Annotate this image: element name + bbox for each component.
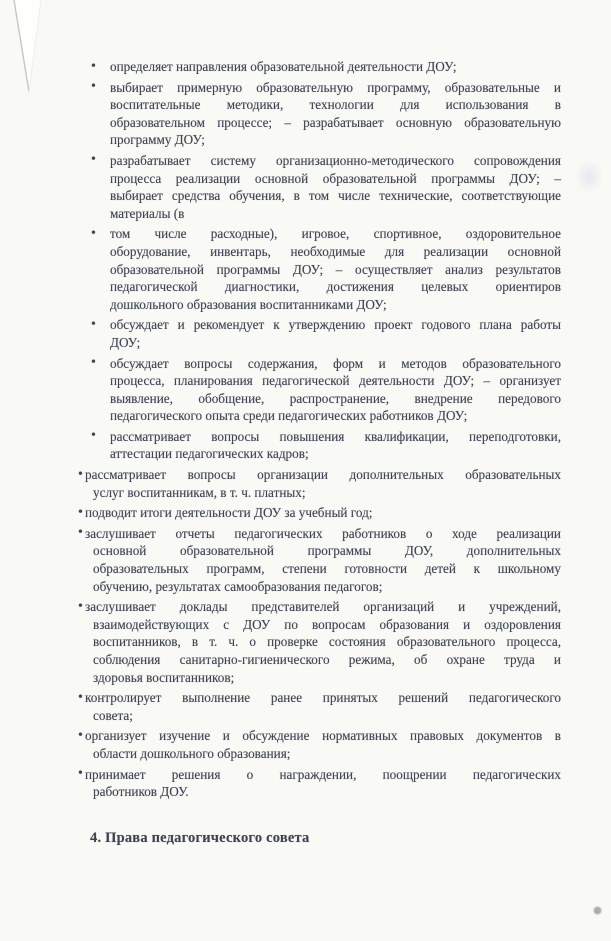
bullet-marker-icon: • [91, 428, 96, 444]
bullet-list-secondary [60, 466, 561, 801]
bullet-marker-icon: • [78, 525, 83, 541]
bullet-marker-icon: • [78, 766, 83, 782]
text-line: том числе расходные), игровое, спортивное, оздоровительное [110, 226, 561, 242]
bullet-marker-icon: • [78, 598, 83, 614]
bullet-marker-icon: • [78, 727, 83, 743]
text-line: воспитательные методики, технологии для использования в [110, 97, 561, 113]
list-item [60, 766, 561, 801]
text-line: разрабатывает систему организационно-методического сопровождения [110, 152, 561, 168]
text-line: дошкольного образования воспитанниками ДОУ; [110, 296, 387, 312]
text-line: оборудование, инвентарь, необходимые для реализации основной [110, 243, 561, 259]
text-line: процесса реализации основной образовательной программы ДОУ; – [110, 170, 561, 186]
text-line: контролирует выполнение ранее принятых решений педагогического [85, 690, 561, 706]
bullet-marker-icon: • [91, 316, 96, 332]
bullet-marker-icon: • [78, 504, 83, 520]
bullet-marker-icon: • [78, 466, 83, 482]
text-line: заслушивает доклады представителей организаций и учреждений, [85, 599, 561, 615]
text-line: здоровья воспитанников; [93, 669, 235, 685]
text-line: области дошкольного образования; [93, 745, 291, 761]
text-line: выбирает средства обучения, в том числе технические, соответствующие [110, 188, 561, 204]
text-line: принимает решения о награждении, поощрении педагогических [85, 766, 561, 782]
bullet-marker-icon: • [78, 689, 83, 705]
text-line: процесса, планирования педагогической деятельности ДОУ; – организует [110, 373, 561, 389]
text-line: совета; [93, 707, 133, 723]
text-line: ДОУ; [110, 334, 141, 350]
text-line: педагогической диагностики, достижения целевых ориентиров [110, 279, 561, 295]
text-line: воспитанников, в т. ч. о проверке состояния образовательного процесса, [93, 634, 561, 650]
list-item [60, 689, 561, 724]
text-line: организует изучение и обсуждение нормативных правовых документов в [85, 728, 561, 744]
text-line: взаимодействующих с ДОУ по вопросам образования и оздоровления [93, 616, 561, 632]
list-item [60, 428, 561, 463]
text-line: материалы (в [110, 205, 185, 221]
text-line: основной образовательной программы ДОУ, дополнительных [93, 543, 561, 559]
text-line: обучению, результатах самообразования педагогов; [93, 578, 383, 594]
list-item [60, 152, 561, 222]
bullet-marker-icon: • [91, 152, 96, 168]
text-line: обсуждает вопросы содержания, форм и методов образовательного [110, 355, 561, 371]
text-line: рассматривает вопросы организации дополнительных образовательных [85, 467, 561, 483]
list-item [60, 525, 561, 595]
bullet-marker-icon: • [91, 225, 96, 241]
list-item [60, 466, 561, 501]
bullet-marker-icon: • [91, 355, 96, 370]
text-line: выбирает примерную образовательную программу, образовательные и [110, 79, 561, 95]
text-line: определяет направления образовательной деятельности ДОУ; [110, 59, 457, 74]
bullet-marker-icon: • [91, 58, 96, 74]
list-item [60, 355, 561, 425]
text-line: образовательных программ, степени готовности детей к школьному [93, 561, 561, 577]
text-line: обсуждает и рекомендует к утверждению проект годового плана работы [110, 317, 561, 333]
text-line: подводит итоги деятельности ДОУ за учебный год; [85, 505, 373, 521]
text-line: выявление, обобщение, распространение, внедрение передового [110, 390, 561, 406]
scan-smudge [575, 160, 603, 194]
bullet-list-primary [60, 58, 561, 463]
text-line: программу ДОУ; [110, 132, 205, 148]
list-item [60, 316, 561, 351]
document-body [60, 58, 561, 847]
list-item [60, 598, 561, 686]
section-heading: 4. Права педагогического совета [90, 829, 310, 846]
text-line: заслушивает отчеты педагогических работников о ходе реализации [85, 525, 561, 541]
text-line: рассматривает вопросы повышения квалификации, переподготовки, [110, 428, 561, 444]
bullet-marker-icon: • [91, 79, 96, 95]
text-line: соблюдения санитарно-гигиенического режима, об охране труда и [93, 652, 561, 667]
scan-speck [594, 907, 601, 914]
list-item [60, 58, 561, 76]
list-item [60, 504, 561, 522]
text-line: работников ДОУ. [93, 784, 189, 800]
text-line: педагогического опыта среди педагогических работников ДОУ; [110, 408, 468, 424]
text-line: образовательном процессе; – разрабатывает основную образовательную [110, 114, 561, 130]
text-line: аттестации педагогических кадров; [110, 446, 309, 462]
text-line: образовательной программы ДОУ; – осуществляет анализ результатов [110, 261, 561, 277]
list-item [60, 727, 561, 762]
list-item [60, 225, 561, 313]
text-line: услуг воспитанникам, в т. ч. платных; [93, 484, 306, 500]
list-item [60, 79, 561, 149]
